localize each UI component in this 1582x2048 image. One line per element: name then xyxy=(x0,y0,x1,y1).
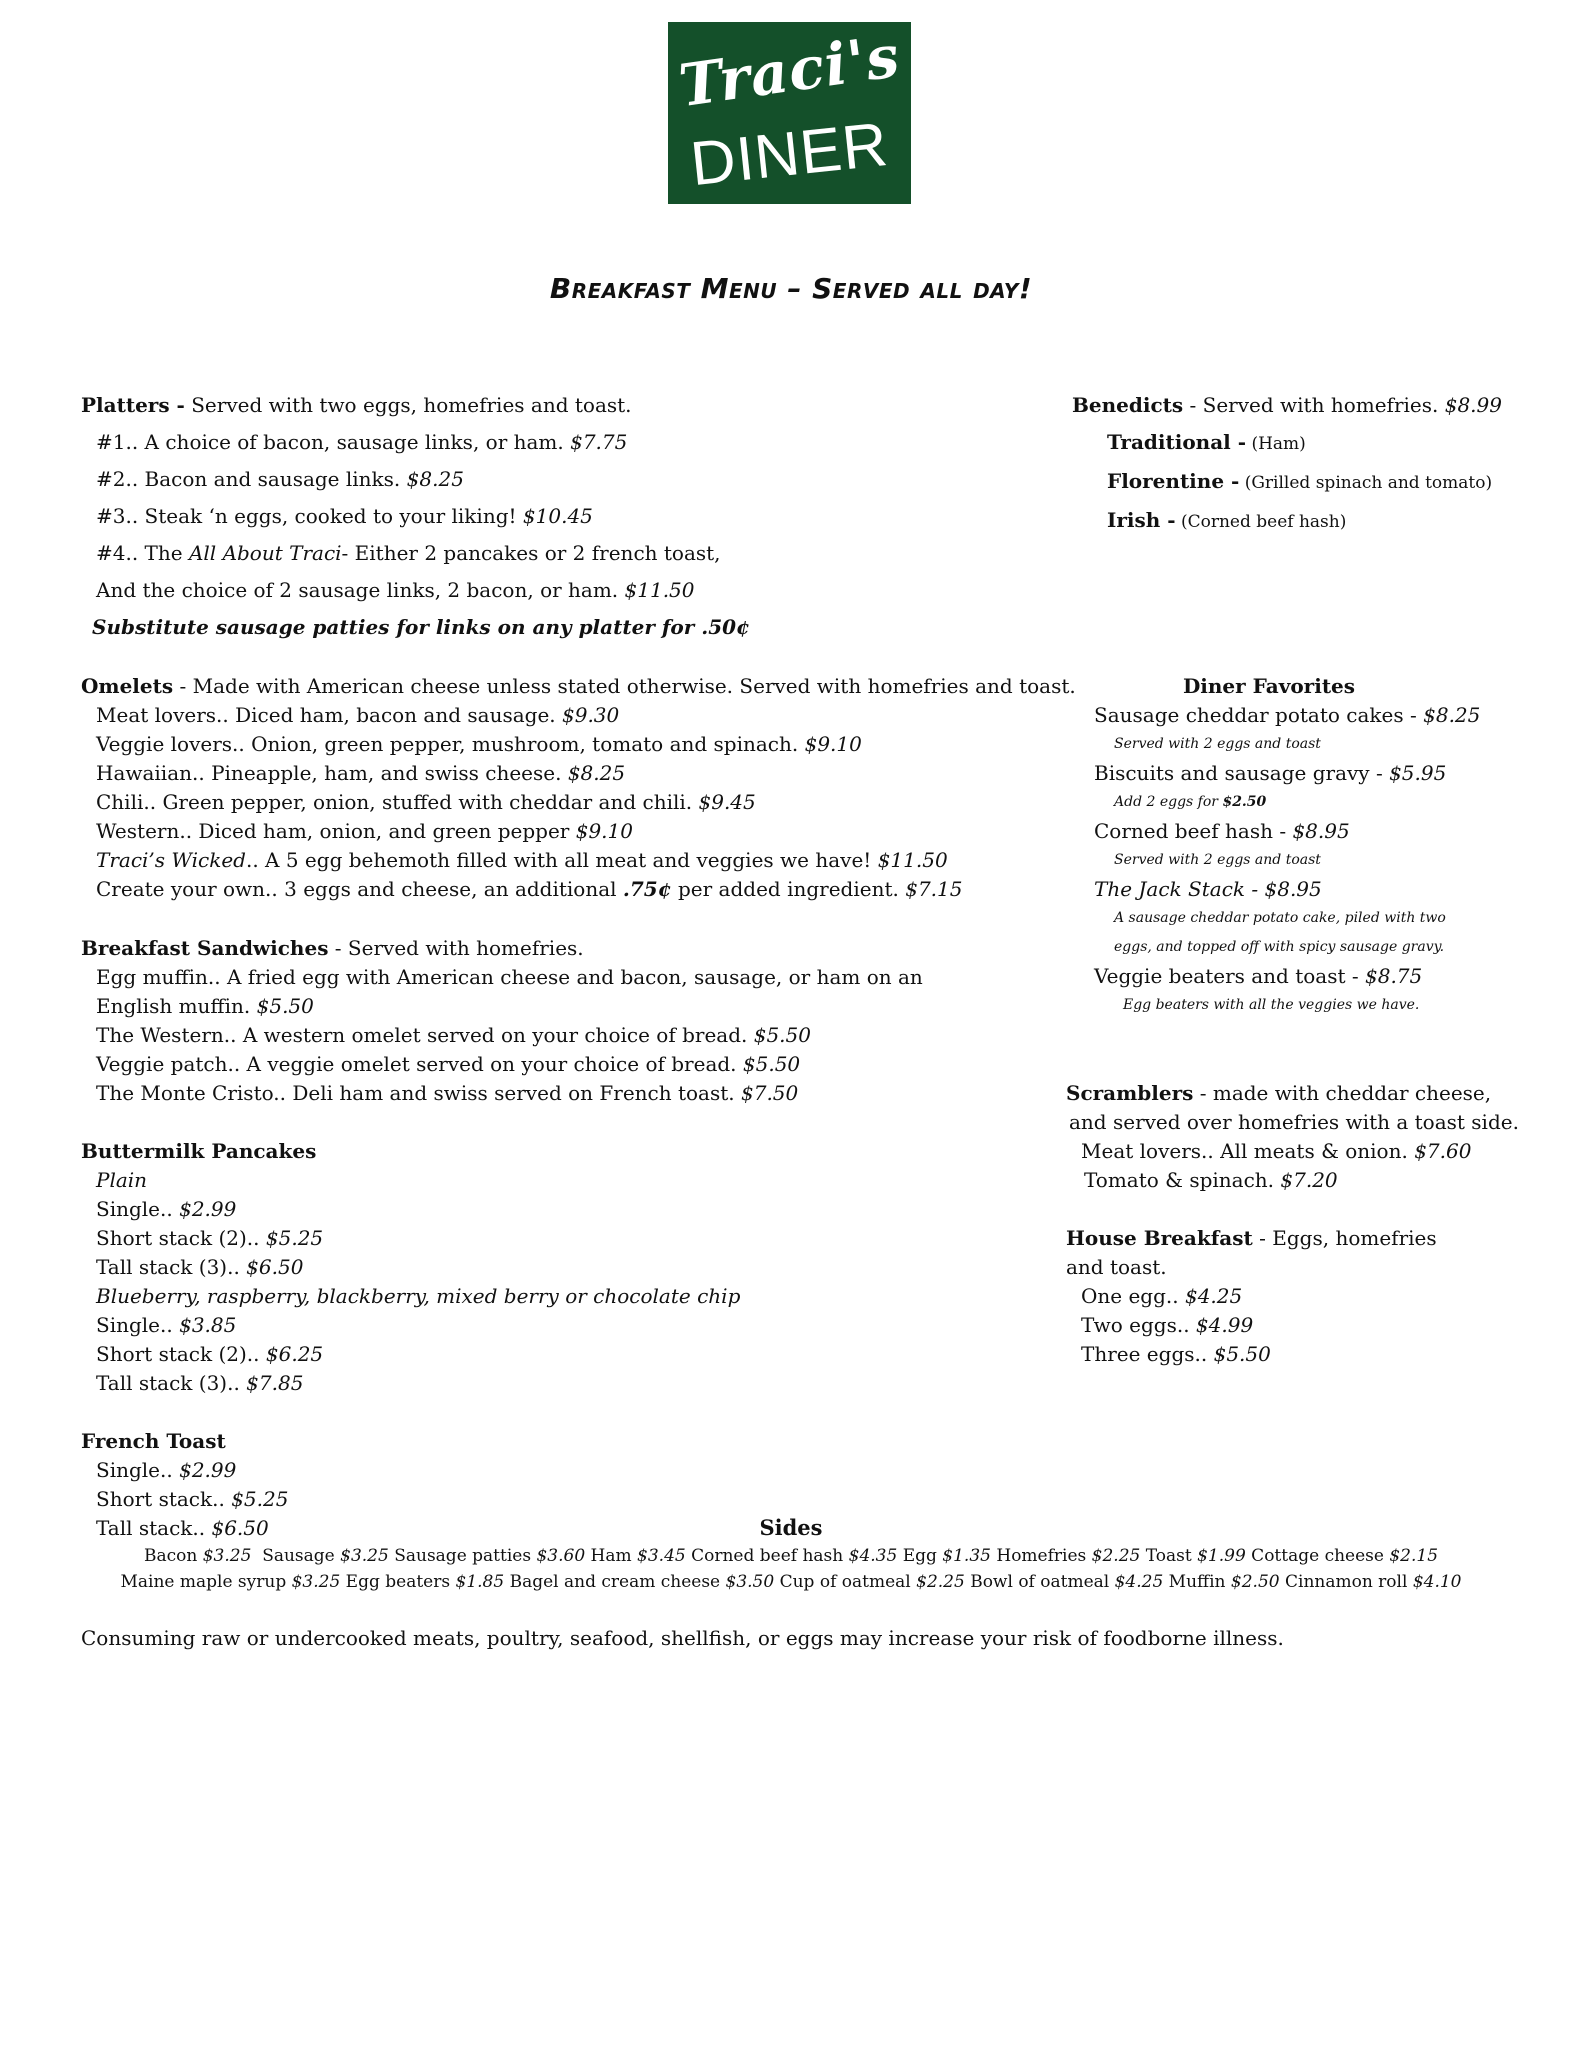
menu-item: The Western.. A western omelet served on your choice of bread. $5.50 xyxy=(96,1023,811,1047)
side-item-price: $1.85 xyxy=(455,1572,505,1592)
menu-item: Tall stack.. $6.50 xyxy=(96,1516,269,1540)
menu-item: Single.. $3.85 xyxy=(96,1313,237,1337)
pancakes-plain-label: Plain xyxy=(96,1168,148,1192)
menu-item: Chili.. Green pepper, onion, stuffed with cheddar and chili. $9.45 xyxy=(96,790,756,814)
menu-item: Hawaiian.. Pineapple, ham, and swiss cheese. $8.25 xyxy=(96,761,626,785)
menu-item: Biscuits and sausage gravy - $5.95 xyxy=(1094,761,1447,785)
price: $8.75 xyxy=(1365,964,1423,988)
menu-item: #2.. Bacon and sausage links. $8.25 xyxy=(96,467,464,491)
item-note: Egg beaters with all the veggies we have. xyxy=(1123,997,1420,1013)
menu-item: Sausage cheddar potato cakes - $8.25 xyxy=(1094,703,1481,727)
price: $11.50 xyxy=(624,578,695,602)
price: $5.50 xyxy=(753,1023,811,1047)
item-note: Served with 2 eggs and toast xyxy=(1114,736,1321,752)
platters-section xyxy=(81,387,750,646)
omelets-heading: Omelets xyxy=(81,674,174,698)
item-note: A sausage cheddar potato cake, piled with two xyxy=(1114,910,1446,926)
house-breakfast-heading: House Breakfast xyxy=(1066,1226,1253,1250)
price: $7.15 xyxy=(905,877,963,901)
side-item-price: $2.25 xyxy=(916,1572,965,1592)
sandwiches-heading: Breakfast Sandwiches xyxy=(81,936,329,960)
price: $6.50 xyxy=(246,1255,304,1279)
menu-item: Western.. Diced ham, onion, and green pepper $9.10 xyxy=(96,819,633,843)
sides-row xyxy=(0,1569,1582,1595)
price: $5.50 xyxy=(1213,1342,1271,1366)
price: $11.50 xyxy=(877,848,948,872)
menu-item: Meat lovers.. Diced ham, bacon and sausage. $9.30 xyxy=(96,703,620,727)
omelets-section: Omelets - Made with American cheese unless stated otherwise. Served with homefries and toast. Meat lovers.. Diced ham, bacon and sausage. $9.30 Veggie lovers.. Onion, green pepper, mushroom, tomato and spinach. $9.10 Hawaiian.. Pineapple, ham, and swiss cheese. $8.25 Chili.. Green pepper, onion, stuffed with cheddar and chili. $9.45 Western.. Diced ham, onion, and green pepper $9.10 Traci’s Wicked.. A 5 egg behemoth filled with all meat and veggies we have! $11.50 Create your own.. 3 eggs and cheese, an additional .75¢ per added ingredient. $7.15 xyxy=(81,672,1076,904)
menu-item: Short stack (2).. $5.25 xyxy=(96,1226,324,1250)
price: $4.99 xyxy=(1195,1313,1254,1337)
item-note: Add 2 eggs for $2.50 xyxy=(1114,794,1267,810)
diner-logo xyxy=(668,22,911,204)
diner-favorites-heading: Diner Favorites xyxy=(1182,674,1356,698)
side-item-name: Homefries xyxy=(990,1546,1092,1566)
menu-item: Traci’s Wicked.. A 5 egg behemoth filled with all meat and veggies we have! $11.50 xyxy=(96,848,948,872)
menu-item: The Jack Stack - $8.95 xyxy=(1094,877,1322,901)
side-item-name: Bagel and cream cheese xyxy=(504,1572,726,1592)
item-note: eggs, and topped off with spicy sausage gravy. xyxy=(1114,939,1445,955)
menu-item: #4.. The All About Traci- Either 2 pancakes or 2 french toast, xyxy=(96,541,721,565)
menu-item: Corned beef hash - $8.95 xyxy=(1094,819,1350,843)
menu-item: Traditional - (Ham) xyxy=(1107,430,1306,454)
side-item-name: Muffin xyxy=(1163,1572,1231,1592)
side-item-name: Toast xyxy=(1140,1546,1198,1566)
side-item-price: $4.10 xyxy=(1412,1572,1462,1592)
menu-item: Tomato & spinach. $7.20 xyxy=(1084,1168,1338,1192)
price: $7.75 xyxy=(570,430,628,454)
substitute-note: Substitute sausage patties for links on any platter for .50¢ xyxy=(92,615,750,639)
price: $2.99 xyxy=(179,1458,237,1482)
side-item-name: Cinnamon roll xyxy=(1279,1572,1413,1592)
side-item-name: Sausage patties xyxy=(388,1546,537,1566)
price: $5.25 xyxy=(231,1487,289,1511)
scramblers-desc: and served over homefries with a toast side. xyxy=(1069,1110,1519,1134)
price: $7.60 xyxy=(1414,1139,1472,1163)
menu-item: Veggie lovers.. Onion, green pepper, mushroom, tomato and spinach. $9.10 xyxy=(96,732,862,756)
price: $3.85 xyxy=(179,1313,237,1337)
menu-title: Breakfast Menu – Served all day! xyxy=(549,272,1033,305)
price: $2.99 xyxy=(179,1197,237,1221)
side-item-price: $1.99 xyxy=(1197,1546,1246,1566)
item-note: Served with 2 eggs and toast xyxy=(1114,852,1321,868)
price: $9.30 xyxy=(562,703,620,727)
menu-item-continued: And the choice of 2 sausage links, 2 bacon, or ham. $11.50 xyxy=(96,578,695,602)
pancakes-berry-label: Blueberry, raspberry, blackberry, mixed berry or chocolate chip xyxy=(96,1284,741,1308)
price: $5.25 xyxy=(265,1226,324,1250)
sandwiches-section: Breakfast Sandwiches - Served with homefries. Egg muffin.. A fried egg with American cheese and bacon, sausage, or ham on an English muffin. $5.50 The Western.. A western omelet served on your choice of bread. $5.50 Veggie patch.. A veggie omelet served on your choice of bread. $5.50 The Monte Cristo.. Deli ham and swiss served on French toast. $7.50 xyxy=(81,934,923,1108)
menu-item: Meat lovers.. All meats & onion. $7.60 xyxy=(1081,1139,1472,1163)
side-item-name: Maine maple syrup xyxy=(120,1572,292,1592)
sides-heading: Sides xyxy=(759,1515,823,1540)
menu-item-continued: English muffin. $5.50 xyxy=(96,994,314,1018)
side-item-price: $3.25 xyxy=(291,1572,341,1592)
side-item-price: $2.15 xyxy=(1389,1546,1439,1566)
menu-item: Egg muffin.. A fried egg with American cheese and bacon, sausage, or ham on an xyxy=(96,965,923,989)
side-item-price: $3.25 xyxy=(202,1546,252,1566)
price: $8.99 xyxy=(1444,393,1502,417)
side-item-price: $2.50 xyxy=(1230,1572,1280,1592)
menu-item: Florentine - (Grilled spinach and tomato) xyxy=(1107,469,1493,493)
price: $4.25 xyxy=(1184,1284,1243,1308)
price: $9.10 xyxy=(804,732,862,756)
sides-row xyxy=(0,1543,1582,1569)
side-item-name: Egg xyxy=(897,1546,943,1566)
price: $8.95 xyxy=(1292,819,1350,843)
pancakes-heading: Buttermilk Pancakes xyxy=(81,1139,317,1163)
menu-item: One egg.. $4.25 xyxy=(1081,1284,1243,1308)
side-item-name: Bowl of oatmeal xyxy=(964,1572,1115,1592)
side-item-name: Cup of oatmeal xyxy=(774,1572,917,1592)
menu-item: Short stack (2).. $6.25 xyxy=(96,1342,324,1366)
benedicts-section: Benedicts - Served with homefries. $8.99 Traditional - (Ham) Florentine - (Grilled spinach and tomato) Irish - (Corned beef hash) xyxy=(1072,387,1502,541)
side-item-price: $3.25 xyxy=(340,1546,389,1566)
foodborne-illness-disclaimer: Consuming raw or undercooked meats, poultry, seafood, shellfish, or eggs may increase your risk of foodborne illness. xyxy=(81,1626,1284,1650)
scramblers-heading: Scramblers xyxy=(1066,1081,1194,1105)
price: $7.50 xyxy=(741,1081,799,1105)
price: $8.25 xyxy=(406,467,464,491)
menu-item: #3.. Steak ‘n eggs, cooked to your liking! $10.45 xyxy=(96,504,593,528)
menu-item: #1.. A choice of bacon, sausage links, or ham. $7.75 xyxy=(96,430,628,454)
menu-item: Veggie patch.. A veggie omelet served on your choice of bread. $5.50 xyxy=(96,1052,801,1076)
menu-item: Create your own.. 3 eggs and cheese, an additional .75¢ per added ingredient. $7.15 xyxy=(96,877,963,901)
scramblers-section: Scramblers - made with cheddar cheese, and served over homefries with a toast side. Meat lovers.. All meats & onion. $7.60 Tomato & spinach. $7.20 xyxy=(1066,1079,1519,1195)
pancakes-section xyxy=(81,1137,740,1398)
menu-item: Short stack.. $5.25 xyxy=(96,1487,289,1511)
side-item-name: Ham xyxy=(585,1546,638,1566)
menu-item: Three eggs.. $5.50 xyxy=(1081,1342,1271,1366)
side-item-price: $2.25 xyxy=(1091,1546,1141,1566)
price: $5.50 xyxy=(256,994,314,1018)
menu-item: Tall stack (3).. $6.50 xyxy=(96,1255,304,1279)
side-item-price: $4.25 xyxy=(1114,1572,1164,1592)
menu-item: Single.. $2.99 xyxy=(96,1458,237,1482)
price: $8.25 xyxy=(567,761,626,785)
menu-item: Irish - (Corned beef hash) xyxy=(1107,508,1347,532)
price: $5.95 xyxy=(1389,761,1447,785)
house-breakfast-section: House Breakfast - Eggs, homefries and toast. One egg.. $4.25 Two eggs.. $4.99 Three eggs.. $5.50 xyxy=(1066,1224,1476,1369)
price: $7.85 xyxy=(246,1371,304,1395)
price: $5.50 xyxy=(742,1052,801,1076)
menu-item: Tall stack (3).. $7.85 xyxy=(96,1371,304,1395)
logo-script-text: Traci's xyxy=(674,21,905,121)
platters-desc: Served with two eggs, homefries and toast. xyxy=(184,393,632,417)
logo-block-text: DINER xyxy=(687,109,892,200)
side-item-name: Egg beaters xyxy=(340,1572,456,1592)
price: $7.20 xyxy=(1280,1168,1338,1192)
side-item-price: $4.35 xyxy=(848,1546,898,1566)
benedicts-heading: Benedicts xyxy=(1072,393,1184,417)
price: $9.10 xyxy=(575,819,633,843)
platters-heading: Platters - xyxy=(81,393,185,417)
menu-item: Veggie beaters and toast - $8.75 xyxy=(1094,964,1423,988)
menu-item: Two eggs.. $4.99 xyxy=(1081,1313,1254,1337)
side-item-price: $3.45 xyxy=(637,1546,686,1566)
side-item-price: $1.35 xyxy=(942,1546,991,1566)
side-item-name: Corned beef hash xyxy=(685,1546,849,1566)
menu-item: Single.. $2.99 xyxy=(96,1197,237,1221)
price: $6.25 xyxy=(265,1342,324,1366)
price: $8.25 xyxy=(1423,703,1481,727)
menu-item: The Monte Cristo.. Deli ham and swiss served on French toast. $7.50 xyxy=(96,1081,799,1105)
diner-favorites-section xyxy=(1094,701,1480,1020)
side-item-name: Bacon xyxy=(143,1546,203,1566)
side-item-price: $3.60 xyxy=(536,1546,586,1566)
french-toast-heading: French Toast xyxy=(81,1429,226,1453)
side-item-name: Sausage xyxy=(251,1546,341,1566)
price: $9.45 xyxy=(698,790,756,814)
price: $10.45 xyxy=(522,504,593,528)
side-item-price: $3.50 xyxy=(725,1572,775,1592)
price: $6.50 xyxy=(211,1516,269,1540)
side-item-name: Cottage cheese xyxy=(1245,1546,1390,1566)
